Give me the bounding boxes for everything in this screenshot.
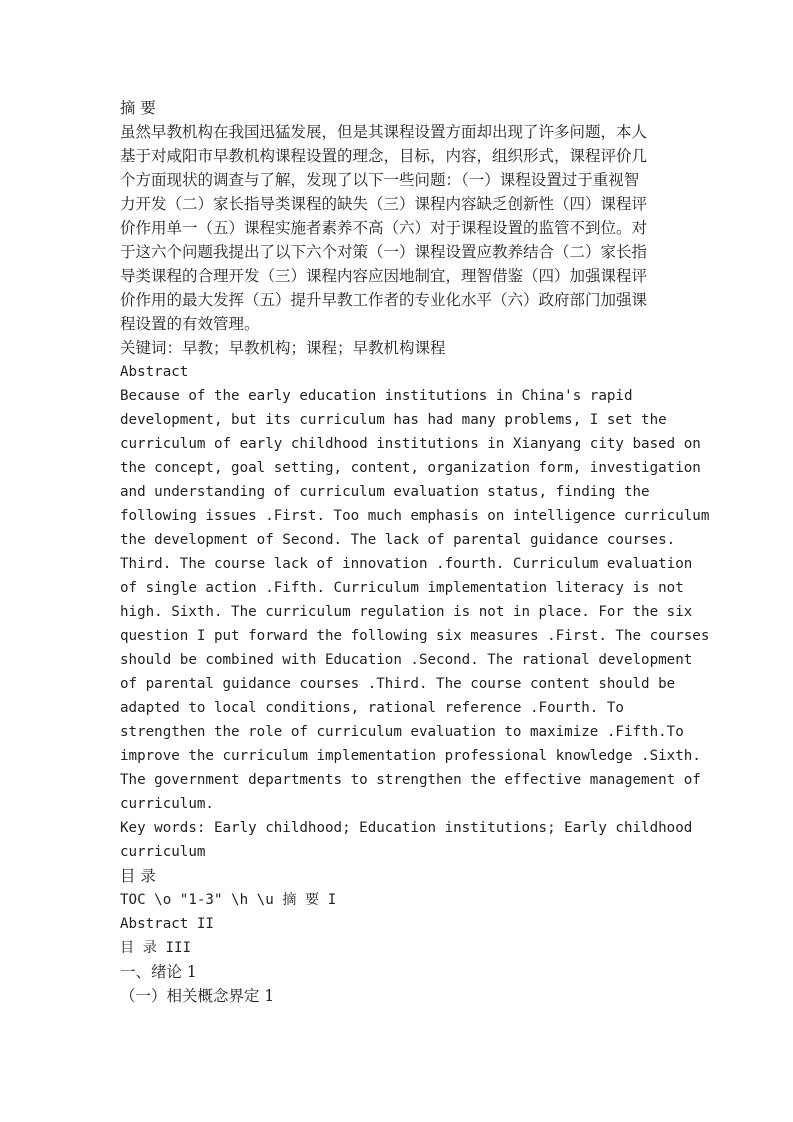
keywords-en [120, 816, 693, 864]
document-body [120, 96, 710, 1008]
toc-entry: （一）相关概念界定 1 [120, 987, 275, 1005]
abstract-en-line: curriculum. [120, 796, 214, 812]
abstract-en-line: high. Sixth. The curriculum regulation is not in place. For the six [120, 604, 693, 620]
keywords-cn: 关键词：早教；早教机构；课程；早教机构课程 [120, 339, 446, 357]
abstract-en-line: Third. The course lack of innovation .fourth. Curriculum evaluation [120, 556, 693, 572]
abstract-en-line: the concept, goal setting, content, organization form, investigation [120, 460, 701, 476]
abstract-en-line: Because of the early education institutions in China's rapid [120, 388, 633, 404]
abstract-en-line: following issues .First. Too much emphasis on intelligence curriculum [120, 508, 710, 524]
abstract-cn-line: 价作用的最大发挥（五）提升早教工作者的专业化水平（六）政府部门加强课 [120, 291, 648, 309]
abstract-cn-line: 程设置的有效管理。 [120, 315, 260, 333]
toc-entry: 一、绪论 1 [120, 963, 197, 981]
abstract-en-line: should be combined with Education .Second. The rational development [120, 652, 693, 668]
toc-entry: TOC \o "1-3" \h \u 摘 要 I [120, 892, 337, 908]
abstract-cn-line: 力开发（二）家长指导类课程的缺失（三）课程内容缺乏创新性（四）课程评 [120, 195, 648, 213]
abstract-cn-line: 于这六个问题我提出了以下六个对策（一）课程设置应教养结合（二）家长指 [120, 243, 648, 261]
abstract-en-line: improve the curriculum implementation professional knowledge .Sixth. [120, 748, 701, 764]
abstract-en-paragraph [120, 384, 710, 816]
abstract-en-line: development, but its curriculum has had many problems, I set the [120, 412, 667, 428]
keywords-en-line: curriculum [120, 844, 206, 860]
keywords-en-line: Key words: Early childhood; Education institutions; Early childhood [120, 820, 693, 836]
abstract-cn-line: 导类课程的合理开发（三）课程内容应因地制宜，理智借鉴（四）加强课程评 [120, 267, 648, 285]
abstract-en-line: The government departments to strengthen the effective management of [120, 772, 701, 788]
toc-heading: 目 录 [120, 867, 156, 885]
abstract-en-line: and understanding of curriculum evaluation status, finding the [120, 484, 650, 500]
abstract-en-line: of single action .Fifth. Curriculum implementation literacy is not [120, 580, 684, 596]
abstract-en-line: question I put forward the following six measures .First. The courses [120, 628, 710, 644]
abstract-en-line: strengthen the role of curriculum evaluation to maximize .Fifth.To [120, 724, 684, 740]
abstract-cn-line: 基于对咸阳市早教机构课程设置的理念，目标，内容，组织形式，课程评价几 [120, 147, 648, 165]
toc-entry: 目 录 III [120, 940, 192, 956]
abstract-cn-line: 虽然早教机构在我国迅猛发展，但是其课程设置方面却出现了许多问题，本人 [120, 123, 648, 141]
abstract-en-line: of parental guidance courses .Third. The course content should be [120, 676, 676, 692]
abstract-cn-line: 价作用单一（五）课程实施者素养不高（六）对于课程设置的监管不到位。对 [120, 219, 648, 237]
toc-entry: Abstract II [120, 916, 214, 932]
table-of-contents [120, 888, 680, 1008]
abstract-en-line: curriculum of early childhood institutions in Xianyang city based on [120, 436, 701, 452]
abstract-cn-line: 个方面现状的调查与了解，发现了以下一些问题：（一）课程设置过于重视智 [120, 171, 640, 189]
abstract-en-line: the development of Second. The lack of parental guidance courses. [120, 532, 676, 548]
abstract-cn-paragraph [120, 120, 680, 336]
abstract-en-line: adapted to local conditions, rational reference .Fourth. To [120, 700, 624, 716]
abstract-en-heading: Abstract [120, 364, 189, 380]
abstract-cn-heading: 摘 要 [120, 99, 156, 117]
